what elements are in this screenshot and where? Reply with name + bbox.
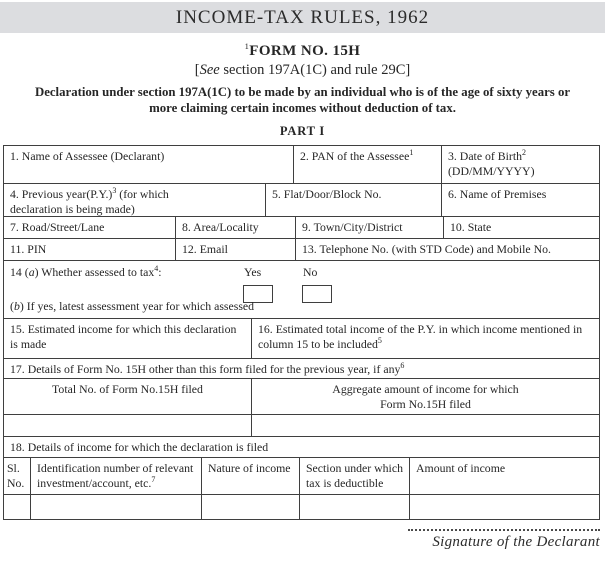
footnote-marker: 4: [154, 263, 159, 273]
nature-of-income-value-cell[interactable]: [202, 495, 300, 519]
table-row: [4, 458, 599, 495]
field-latest-assessment-year[interactable]: (b) If yes, latest assessment year for which assessed: [10, 299, 255, 314]
signature-caption: Signature of the Declarant: [432, 533, 600, 550]
table-row: [4, 379, 599, 415]
field-town-city-district[interactable]: [296, 217, 444, 238]
field-road-street-lane[interactable]: [4, 217, 176, 238]
field-telephone-mobile[interactable]: [296, 239, 599, 260]
form-number-footnote: 1: [244, 41, 250, 51]
form-reference: [See section 197A(1C) and rule 29C]: [194, 62, 411, 78]
field-label: 9. Town/City/District: [302, 219, 403, 234]
sl-no-value-cell[interactable]: [4, 495, 31, 519]
field-label: 7. Road/Street/Lane: [10, 219, 105, 234]
table-row: [4, 495, 599, 520]
form-number: $^1$FORM NO. 15H: [244, 41, 361, 59]
field-whether-assessed-to-tax: [4, 261, 599, 318]
table-row: [4, 184, 599, 217]
field-estimated-income[interactable]: [4, 319, 252, 358]
field-estimated-total-income[interactable]: [252, 319, 599, 358]
yes-label: Yes: [244, 264, 262, 279]
field-label: 6. Name of Premises: [448, 186, 547, 201]
column-header-aggregate-income: Aggregate amount of income for which Form No.15H filed: [332, 381, 519, 412]
signature-area: [0, 529, 605, 551]
footnote-marker: 6: [400, 360, 405, 370]
field-label-format: (DD/MM/YYYY): [448, 164, 535, 179]
column-header-amount-of-income: Amount of income: [416, 460, 506, 475]
field-previous-year[interactable]: 4. Previous $year(P.Y.)^3$ (for which declaration is being made): [4, 184, 266, 216]
form-description: Declaration under section 197A(1C) to be made by an individual who is of the age of sixty years or more claiming certain incomes without deduction of tax.: [34, 85, 571, 116]
amount-of-income-value-cell[interactable]: [410, 495, 599, 519]
table-row: [4, 415, 599, 437]
field-label: 3. Date of Birth: [448, 148, 523, 163]
no-label: No: [303, 264, 318, 279]
form-table: [3, 145, 600, 520]
total-forms-filed-value-cell[interactable]: [4, 415, 252, 436]
aggregate-income-value-cell[interactable]: [252, 415, 599, 436]
field-label: 2. PAN of the Assessee: [300, 148, 410, 163]
field-pan[interactable]: [294, 146, 442, 183]
table-row: [4, 217, 599, 239]
footnote-marker: 1: [409, 147, 414, 157]
field-email[interactable]: [176, 239, 296, 260]
field-label: 12. Email: [182, 241, 228, 256]
document-title-band: [0, 2, 605, 33]
field-label: 15. Estimated income for which this declaration is made: [10, 321, 237, 352]
field-label: 1. Name of Assessee (Declarant): [10, 148, 165, 163]
field-details-form15h-heading: [4, 359, 599, 378]
table-row: [4, 146, 599, 184]
table-row: [4, 261, 599, 319]
field-label: 11. PIN: [10, 241, 47, 256]
field-label: 5. Flat/Door/Block No.: [272, 186, 382, 201]
field-state[interactable]: [444, 217, 599, 238]
identification-number-value-cell[interactable]: [31, 495, 202, 519]
document-title: INCOME-TAX RULES, 1962: [175, 6, 430, 28]
field-flat-door-block[interactable]: [266, 184, 442, 216]
column-header-nature-of-income: Nature of income: [202, 458, 300, 494]
column-header-sl-no: Sl. No.: [4, 458, 31, 494]
signature-line[interactable]: [408, 529, 600, 531]
field-name-of-premises[interactable]: [442, 184, 599, 216]
footnote-marker: 5: [377, 336, 382, 346]
footnote-marker: 2: [522, 147, 527, 157]
part-heading: PART I: [279, 123, 326, 138]
table-row: [4, 239, 599, 261]
table-row: [4, 359, 599, 379]
column-header-total-forms-filed: Total No. of Form No.15H filed: [4, 379, 252, 414]
field-area-locality[interactable]: [176, 217, 296, 238]
column-header-section-deductible: Section under which tax is deductible: [300, 458, 410, 494]
table-row: [4, 437, 599, 458]
field-label: 10. State: [450, 219, 492, 234]
field-name-of-assessee[interactable]: [4, 146, 294, 183]
field-label: 8. Area/Locality: [182, 219, 259, 234]
field-label: 16. Estimated total income of the P.Y. in which income mentioned in column 15 to be included: [258, 321, 583, 352]
footnote-marker: 3: [112, 185, 117, 195]
column-header-identification-number: Identification number of relevant investment/account, etc.$^7$: [31, 458, 202, 494]
field-label: 14 (a) Whether assessed to tax$^4$:: [10, 263, 162, 279]
table-row: [4, 319, 599, 359]
field-label: 4. Previous year(P.Y.): [10, 186, 113, 201]
field-label: 17. Details of Form No. 15H other than this form filed for the previous year, if any: [10, 361, 401, 376]
footnote-marker: 7: [151, 475, 156, 485]
section-value-cell[interactable]: [300, 495, 410, 519]
field-label: 18. Details of income for which the declaration is filed: [10, 439, 269, 454]
field-pin[interactable]: [4, 239, 176, 260]
field-details-of-income-heading: [4, 437, 599, 457]
field-date-of-birth[interactable]: [442, 146, 599, 183]
no-checkbox[interactable]: [302, 285, 332, 303]
field-label: 13. Telephone No. (with STD Code) and Mobile No.: [302, 241, 551, 256]
